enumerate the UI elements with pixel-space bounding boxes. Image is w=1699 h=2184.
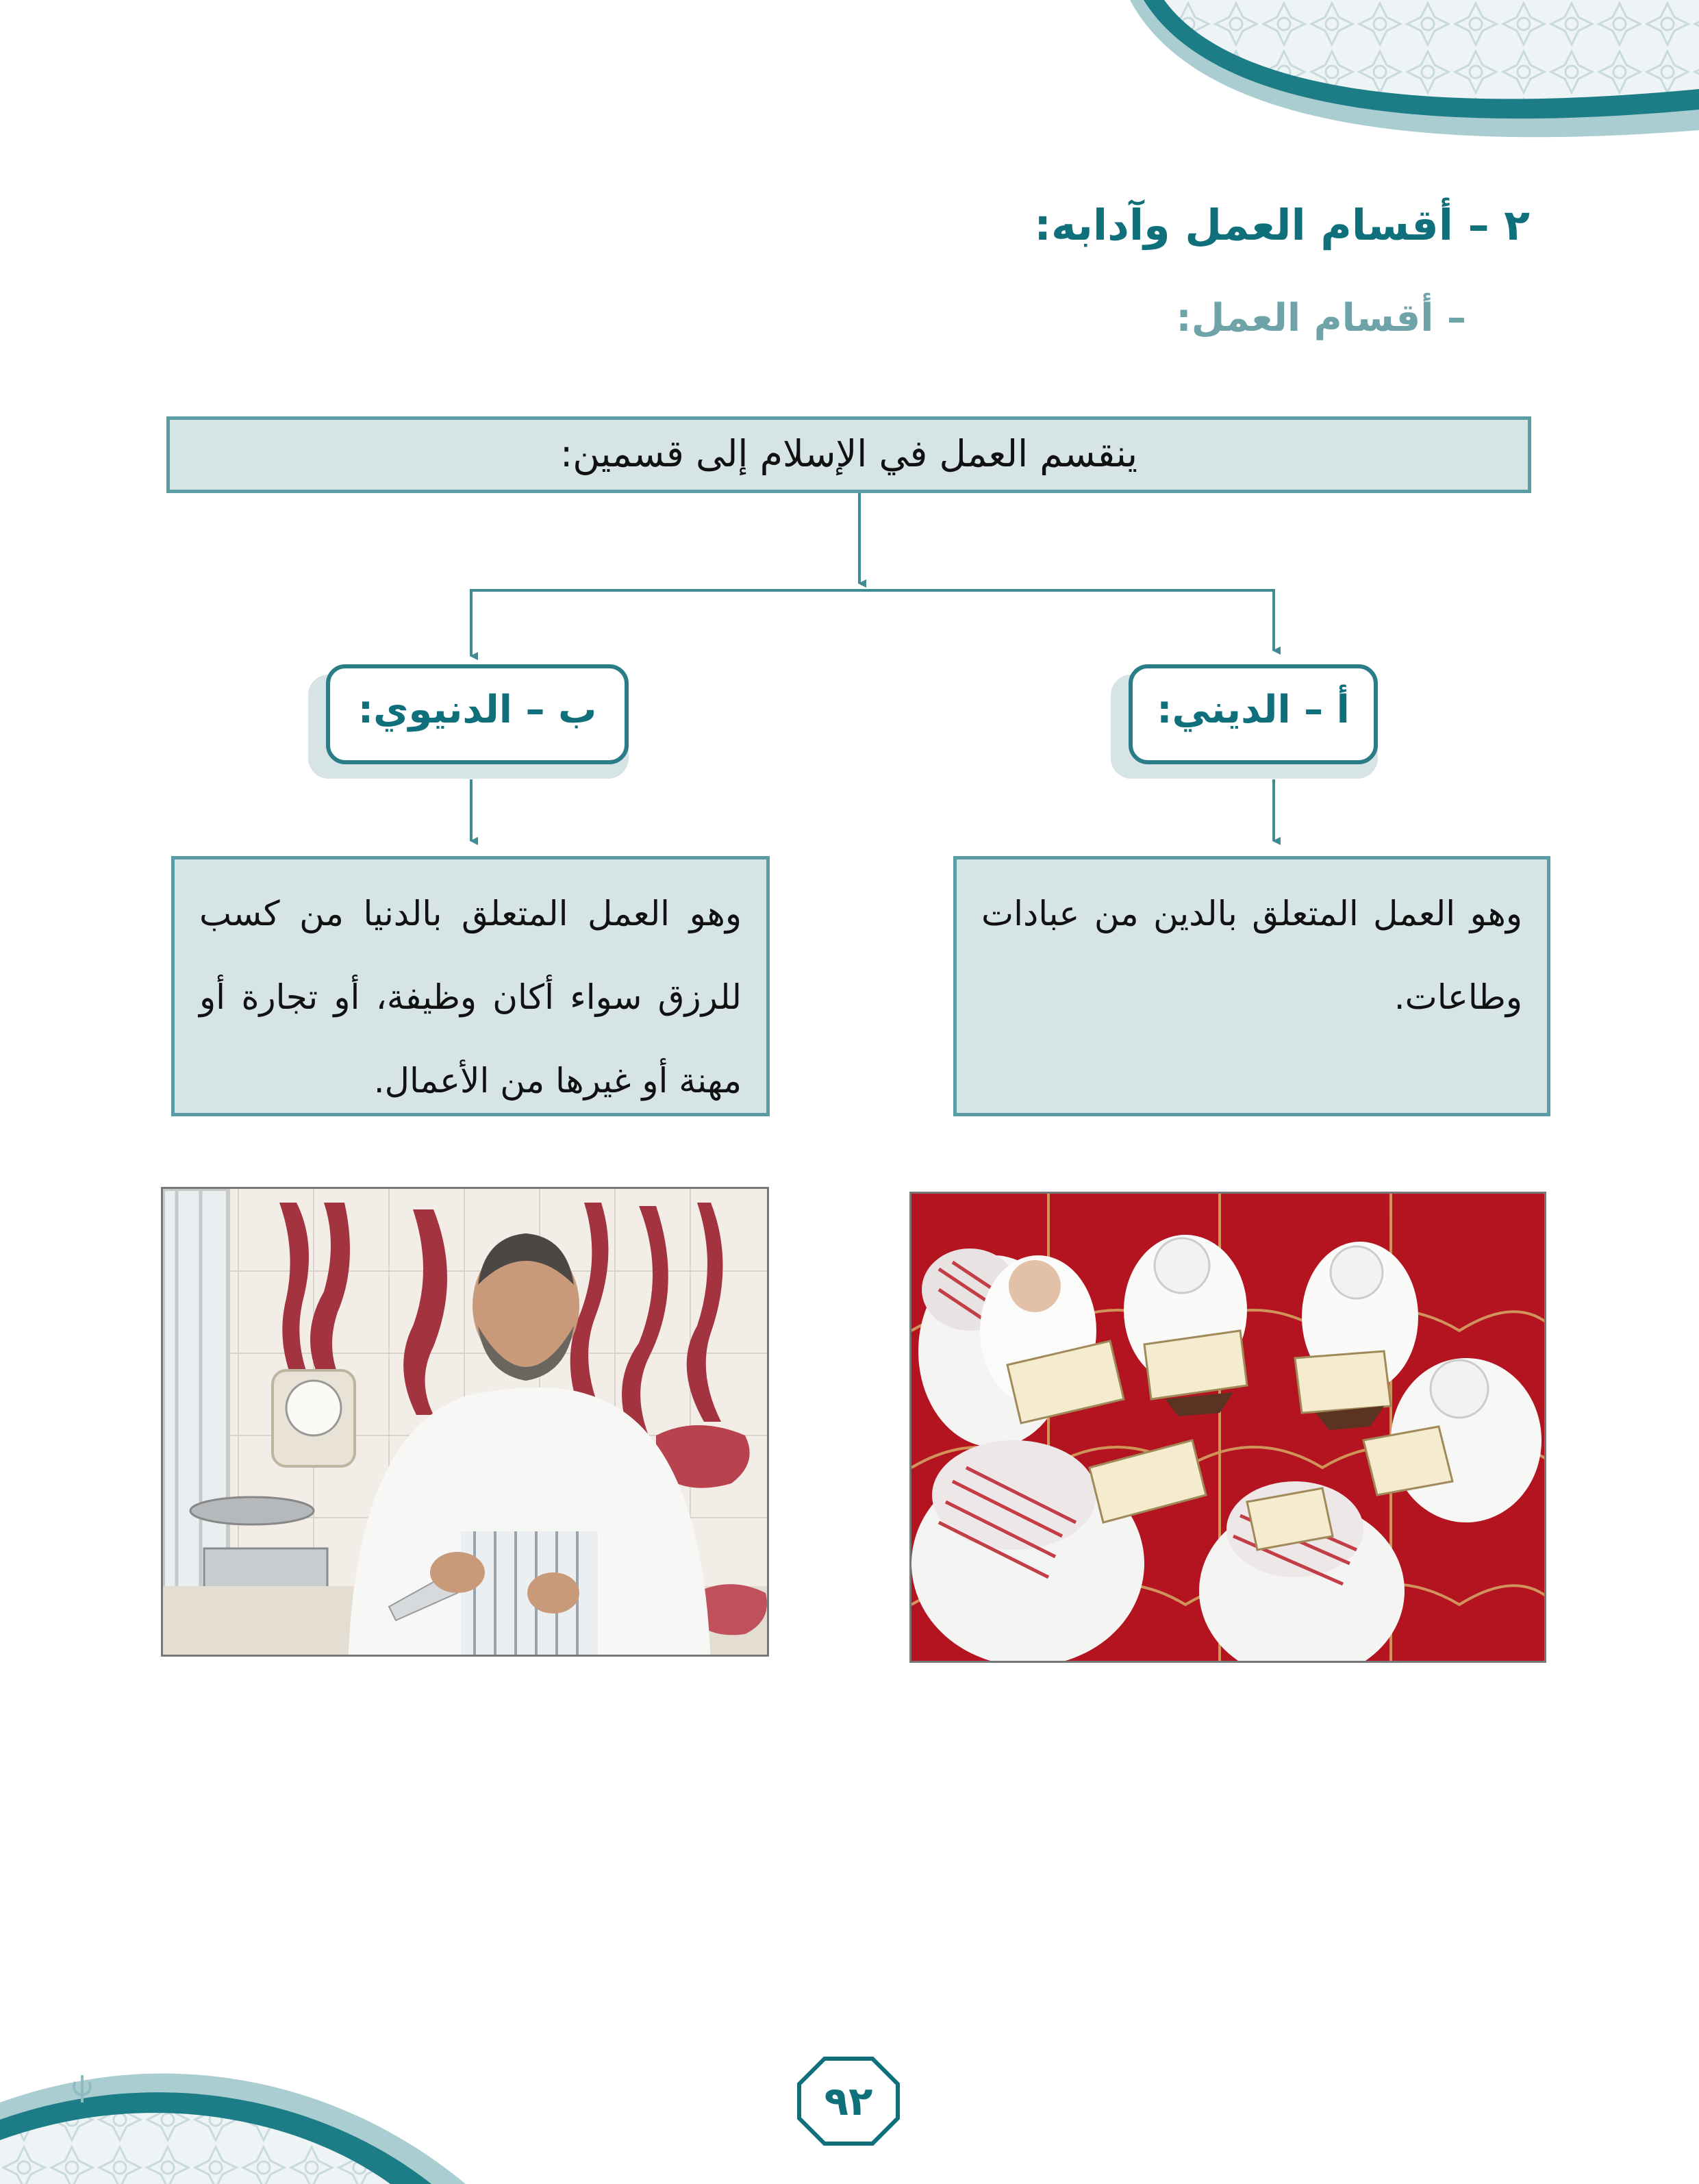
- diagram-connectors: [0, 0, 1699, 890]
- connector-branch: [471, 590, 1274, 651]
- religious-title: أ – الديني:: [1129, 664, 1378, 764]
- butcher-photo: [161, 1187, 769, 1657]
- religious-description: وهو العمل المتعلق بالدين من عبادات وطاعات.: [953, 856, 1550, 1116]
- quran-study-photo: [909, 1192, 1546, 1663]
- main-concept-box: ينقسم العمل في الإسلام إلى قسمين:: [166, 416, 1531, 493]
- section-heading: ٢ – أقسام العمل وآدابه:: [1034, 200, 1530, 250]
- worldly-description: وهو العمل المتعلق بالدنيا من كسب للرزق سواء أكان وظيفة، أو تجارة أو مهنة أو غيرها من الأعمال.: [171, 856, 770, 1116]
- page-number-badge: [794, 2053, 903, 2149]
- worldly-title: ب – الدنيوي:: [326, 664, 629, 764]
- page-number: ٩٢: [824, 2078, 873, 2124]
- bottom-decoration: [0, 2000, 479, 2184]
- subsection-heading: – أقسام العمل:: [1176, 296, 1466, 340]
